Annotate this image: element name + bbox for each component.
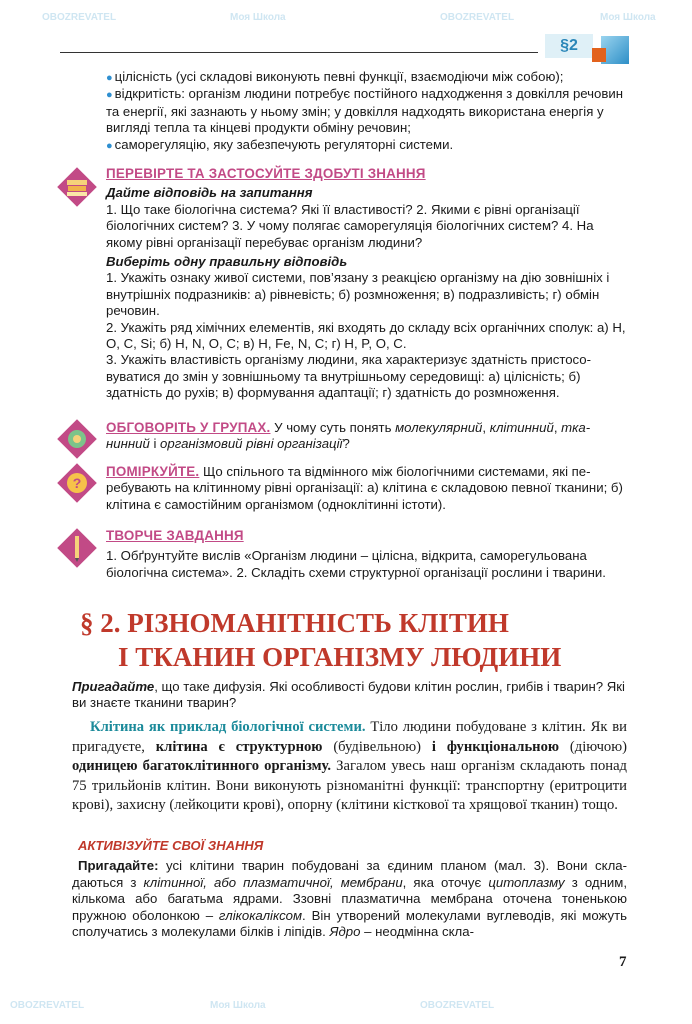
header-decor-accent	[592, 48, 606, 62]
recall-paragraph: Пригадайте, що таке дифузія. Які особливості будови клітин рослин, грибів і тварин? Які ви знаєте тканини тварин?	[72, 679, 625, 711]
group-discussion-icon	[56, 418, 98, 460]
chapter-heading: § 2. РІЗНОМАНІТНІСТЬ КЛІТИН І ТКАНИН ОРГАНІЗМУ ЛЮДИНИ	[80, 608, 562, 672]
activate-section	[72, 838, 627, 940]
creative-title: ТВОРЧЕ ЗАВДАННЯ	[106, 528, 244, 543]
watermark: OBOZREVATEL	[420, 1000, 495, 1011]
section-label: §2	[545, 34, 593, 58]
watermark: Моя Школа	[210, 1000, 266, 1011]
pen-icon	[56, 527, 98, 569]
question-icon	[56, 462, 98, 504]
check-subtitle-choice: Виберіть одну правильну відповідь	[106, 254, 348, 270]
body-paragraph: Клітина як приклад біологічної системи. Тіло людини побудоване з клітин. Як ви пригадуєте, клітина є структурною (будівельною) і функціональною (діючою) одиницею багатоклітинного організму. Загалом увесь наш організм складають понад 75 трильйонів клітин. Вони виконують різноманітні функції: транспортну (еритроцити крові), захисну (лейкоцити крові), опорну (клітини кісткової та хрящової тканин) тощо.	[72, 719, 627, 814]
discuss-section: ОБГОВОРІТЬ У ГРУПАХ. У чому суть понять молекулярний, клітинний, тканинний і організмовий рівні організації?	[106, 420, 591, 452]
properties-list	[106, 69, 626, 154]
watermark: Моя Школа	[600, 12, 656, 23]
think-section	[106, 464, 626, 513]
list-item: ● відкритість: організм людини потребує постійного надходження з довкілля речовин та енергії, які зазнають у ньому змін; у довкілля надходять використана енергія у вигляді тепла та кінцеві продукти обміну речовин;	[106, 86, 624, 136]
discuss-title: ОБГОВОРІТЬ У ГРУПАХ.	[106, 420, 271, 435]
check-choice-3: 3. Укажіть властивість організму людини, яка характеризує здатність пристосовуватися до змін у зовнішньому та внутрішньому середовищі: а) цілісність; б) здатність до рухів; в) формування адаптації; г) здатність до розмноження.	[106, 352, 592, 401]
check-choice-2: 2. Укажіть ряд хімічних елементів, які входять до складу всіх органічних сполук: а) H, O, C, Si; б) H, N, O, C; в) H, Fe, N, C; г) H, P, O, C.	[106, 319, 626, 352]
think-text: Що спільного та відмінного між біологічними системами, які перебувають на клітинному рівні організації: а) клітина є складовою певної тканини; б) клітина є самостійним організмом (одноклітинні істоти).	[106, 464, 623, 512]
activate-title: АКТИВІЗУЙТЕ СВОЇ ЗНАННЯ	[78, 838, 264, 853]
list-item: ● цілісність (усі складові виконують певні функції, взаємодіючи між собою);	[106, 69, 564, 84]
creative-section	[106, 528, 626, 581]
creative-text: 1. Обґрунтуйте вислів «Організм людини – цілісна, відкрита, саморегульована біологічна система». 2. Складіть схеми структурної організації рослини і тварини.	[106, 548, 606, 580]
books-icon	[56, 166, 98, 208]
check-questions: 1. Що таке біологічна система? Які її властивості? 2. Якими є рівні організації біологічних систем? 3. У чому полягає саморегуляція біологічних систем? 4. На якому рівні організації перебуває організм людини?	[106, 201, 594, 250]
page-number: 7	[619, 954, 627, 970]
activate-text: Пригадайте: усі клітини тварин побудовані за єдиним планом (мал. 3). Вони складаються з клітинної, або плазматичної, мембрани, яка оточує цитоплазму з одним, кількома або багатьма ядрами. Ззовні плазматична мембрана оточена тоненькою пружною оболонкою – глікокаліксом. Він утворений молекулами вуглеводів, які можуть сполучатись з молекулами білків і ліпідів. Ядро – неодмінна скла-	[72, 858, 627, 940]
watermark: OBOZREVATEL	[10, 1000, 85, 1011]
check-section	[106, 166, 626, 402]
think-title: ПОМІРКУЙТЕ.	[106, 464, 200, 479]
bullet-icon: ●	[106, 89, 113, 102]
svg-text:?: ?	[72, 475, 82, 491]
bullet-icon: ●	[106, 139, 113, 152]
check-subtitle-questions: Дайте відповідь на запитання	[106, 185, 313, 201]
list-item: ● саморегуляцію, яку забезпечують регуляторні системи.	[106, 136, 454, 152]
header-rule	[60, 52, 538, 53]
check-title: ПЕРЕВІРТЕ ТА ЗАСТОСУЙТЕ ЗДОБУТІ ЗНАННЯ	[106, 166, 426, 181]
watermark: OBOZREVATEL	[42, 12, 117, 23]
watermark: Моя Школа	[230, 12, 286, 23]
watermark: OBOZREVATEL	[440, 12, 515, 23]
check-choice-1: 1. Укажіть ознаку живої системи, пов’язану з реакцією організму на дію зовнішніх і внутрішніх подразників: а) рівневість; б) розмноження; в) подразливість; г) обмін речовин.	[106, 270, 610, 319]
bullet-icon: ●	[106, 72, 113, 84]
